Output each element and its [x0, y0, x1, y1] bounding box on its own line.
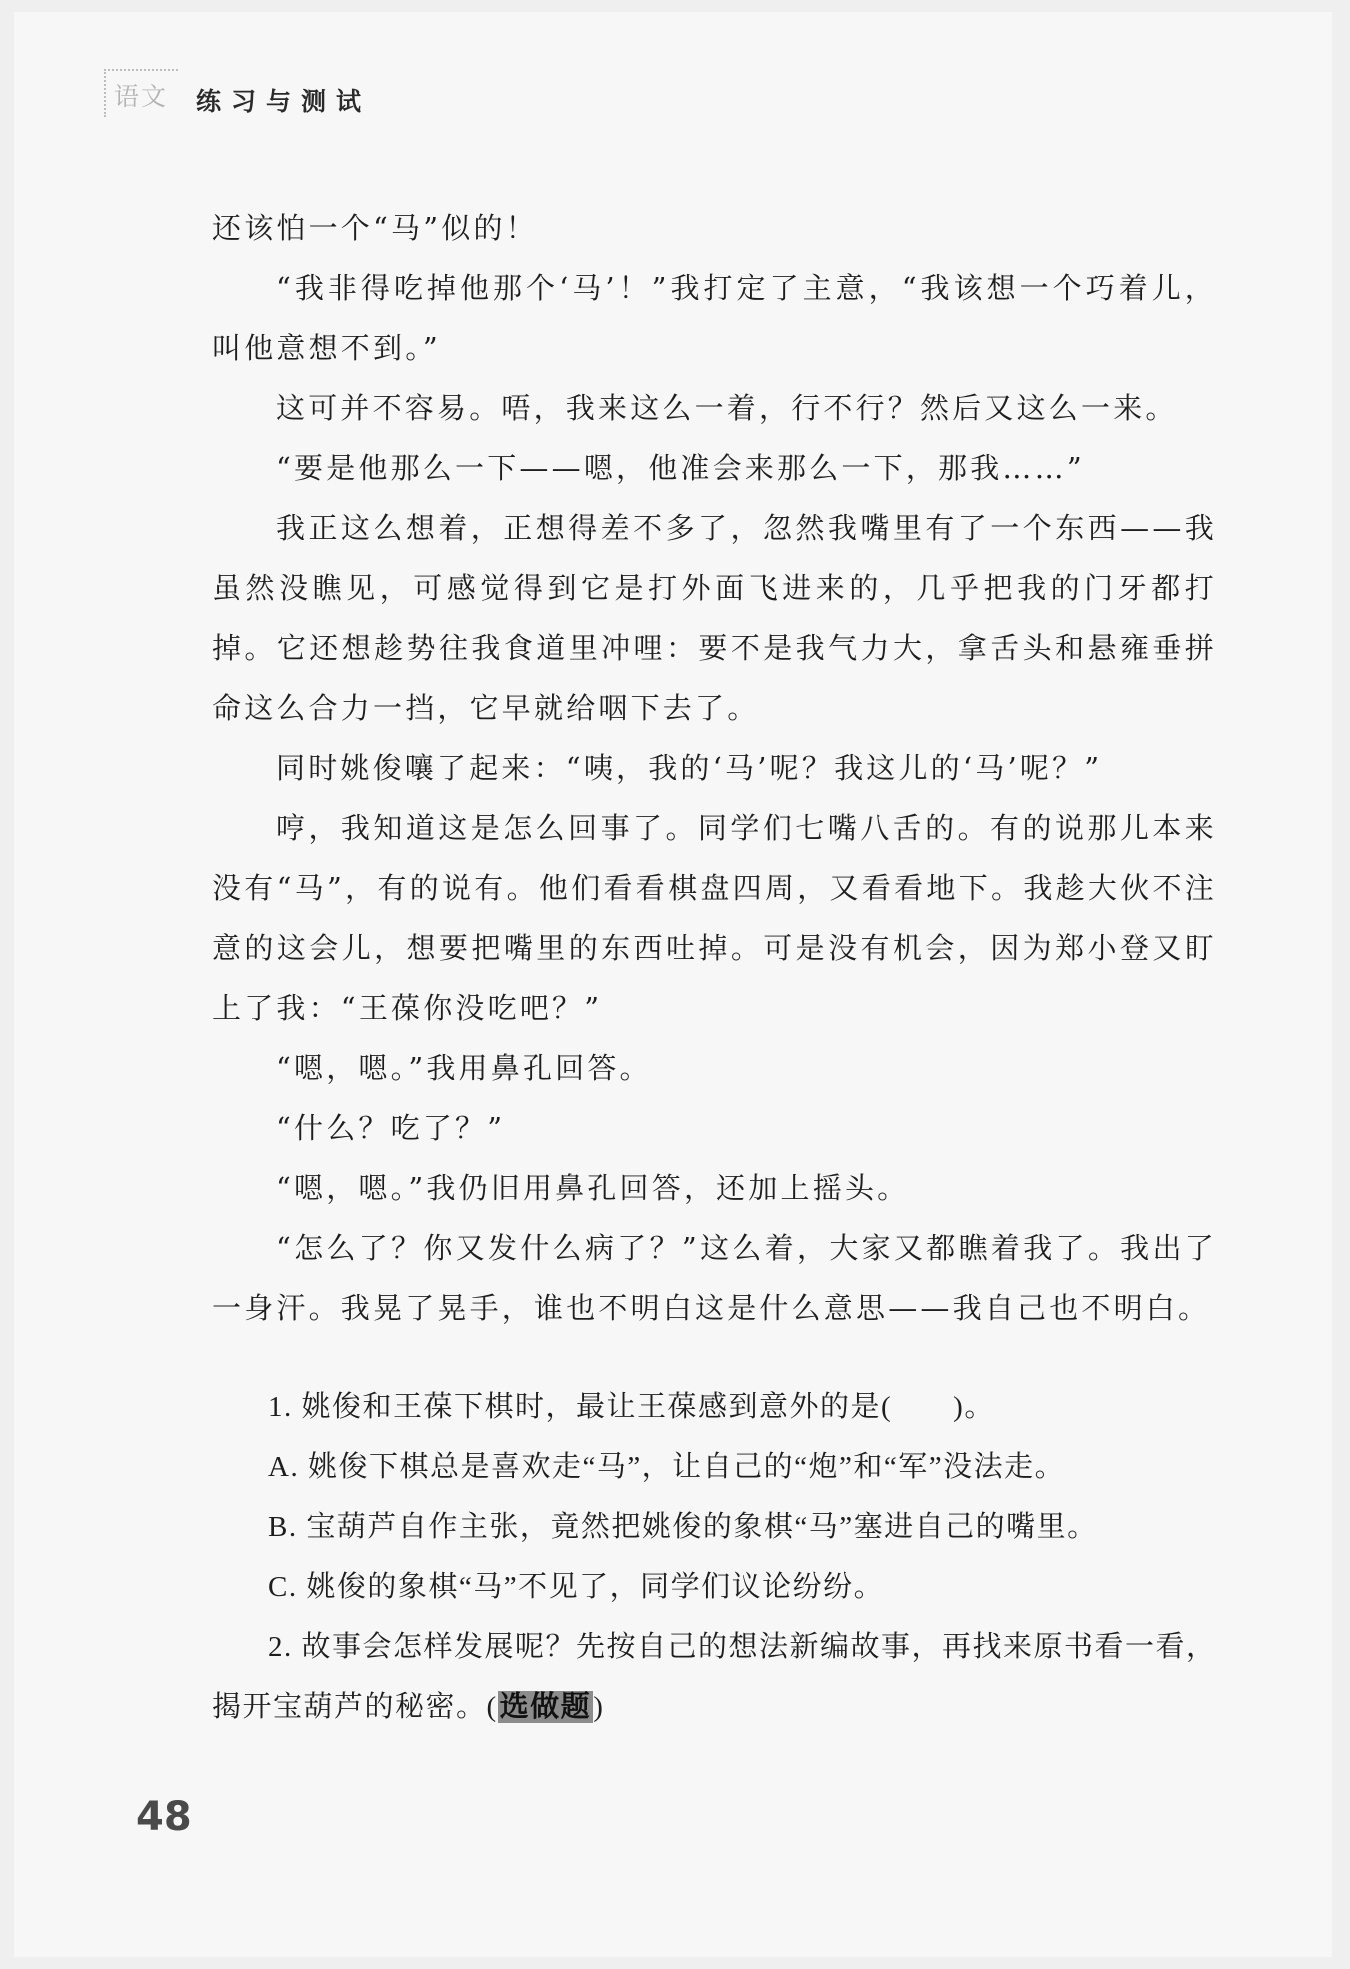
question-1-stem: 1. 姚俊和王葆下棋时，最让王葆感到意外的是( )。	[268, 1391, 995, 1423]
passage-paragraph: “嗯，嗯。”我仍旧用鼻孔回答，还加上摇头。	[276, 1171, 910, 1205]
subject-label: 语文	[104, 69, 178, 117]
exercise-questions	[212, 1377, 1217, 1737]
passage-paragraph: 还该怕一个“马”似的！	[212, 211, 538, 245]
book-title: 练习与测试	[196, 87, 372, 116]
passage-paragraph: 同时姚俊嚷了起来：“咦，我的‘马’呢？我这儿的‘马’呢？”	[276, 751, 1103, 785]
question-2	[212, 1617, 1217, 1737]
passage-paragraph: “我非得吃掉他那个‘马’！”我打定了主意，“我该想一个巧着儿，叫他意想不到。”	[212, 271, 1217, 365]
passage-paragraph: 这可并不容易。唔，我来这么一着，行不行？然后又这么一来。	[276, 391, 1178, 425]
question-2-stem: 2. 故事会怎样发展呢？先按自己的想法新编故事，再找来原书看一看，揭开宝葫芦的秘密。(	[212, 1631, 1217, 1723]
question-2-close: )	[593, 1691, 605, 1723]
passage-paragraph: 我正这么想着，正想得差不多了，忽然我嘴里有了一个东西——我虽然没瞧见，可感觉得到它是打外面飞进来的，几乎把我的门牙都打掉。它还想趁势往我食道里冲哩：要不是我气力大，拿舌头和悬雍垂拼命这么合力一挡，它早就给咽下去了。	[212, 511, 1217, 725]
optional-question-badge: 选做题	[499, 1691, 592, 1723]
question-1-option-a[interactable]: A. 姚俊下棋总是喜欢走“马”，让自己的“炮”和“军”没法走。	[268, 1451, 1066, 1483]
page-number: 48	[136, 1794, 192, 1840]
workbook-page	[14, 12, 1332, 1957]
passage-paragraph: “什么？吃了？”	[276, 1111, 506, 1145]
page-header	[104, 66, 371, 120]
question-1-option-b[interactable]: B. 宝葫芦自作主张，竟然把姚俊的象棋“马”塞进自己的嘴里。	[268, 1511, 1098, 1543]
passage-paragraph: “嗯，嗯。”我用鼻孔回答。	[276, 1051, 652, 1085]
passage-paragraph: “怎么了？你又发什么病了？”这么着，大家又都瞧着我了。我出了一身汗。我晃了晃手，谁也不明白这是什么意思——我自己也不明白。	[212, 1231, 1217, 1325]
question-1-option-c[interactable]: C. 姚俊的象棋“马”不见了，同学们议论纷纷。	[268, 1571, 885, 1603]
passage-paragraph: “要是他那么一下——嗯，他准会来那么一下，那我……”	[276, 451, 1085, 485]
passage-paragraph: 哼，我知道这是怎么回事了。同学们七嘴八舌的。有的说那儿本来没有“马”，有的说有。他们看看棋盘四周，又看看地下。我趁大伙不注意的这会儿，想要把嘴里的东西吐掉。可是没有机会，因为郑小登又盯上了我：“王葆你没吃吧？”	[212, 811, 1217, 1025]
reading-passage	[212, 198, 1217, 1338]
